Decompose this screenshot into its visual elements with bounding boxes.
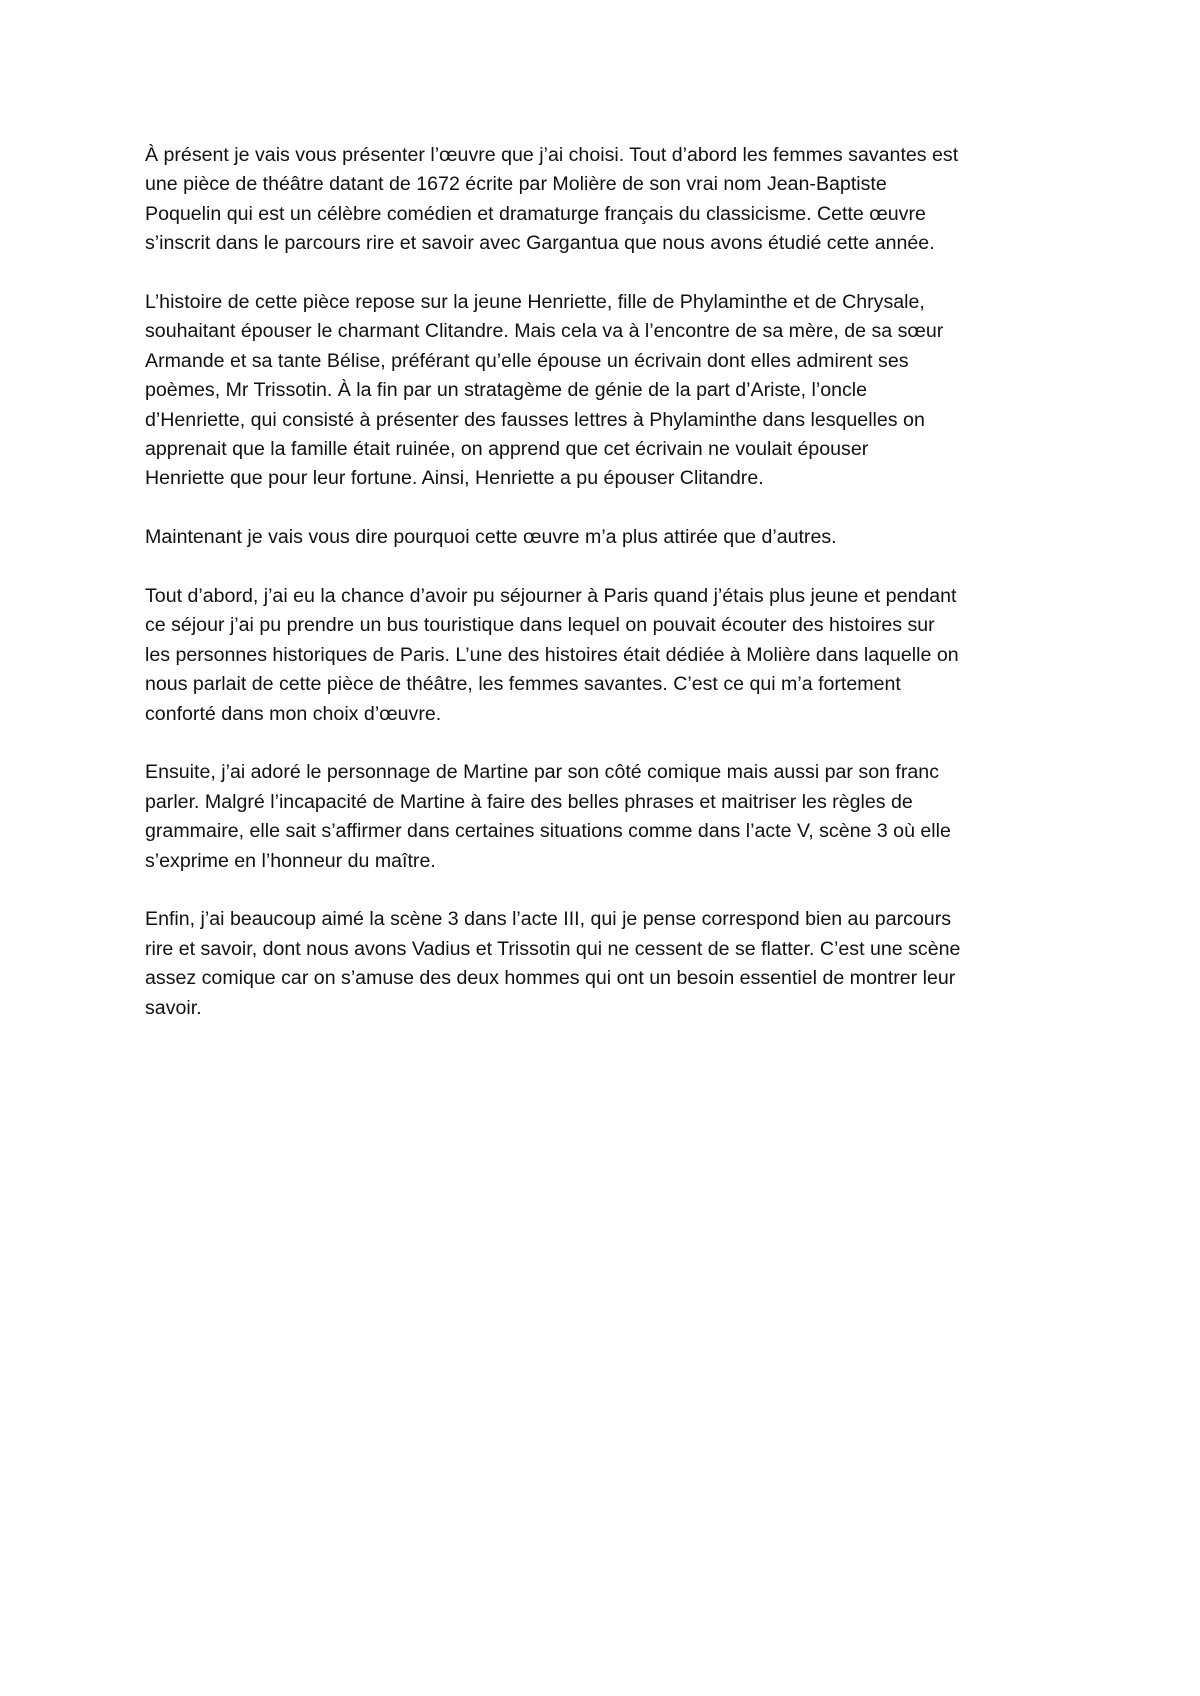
text-line: les personnes historiques de Paris. L’une des histoires était dédiée à Molière dans laquelle on [145,643,959,666]
paragraph-transition [145,523,1065,552]
text-line: apprenait que la famille était ruinée, on apprend que cet écrivain ne voulait épouser [145,438,869,461]
text-line: Armande et sa tante Bélise, préférant qu’elle épouse un écrivain dont elles admirent ses [145,349,909,372]
text-line: poèmes, Mr Trissotin. À la fin par un stratagème de génie de la part d’Ariste, l’oncle [145,379,868,402]
text-line: conforté dans mon choix d’œuvre. [145,702,442,725]
paragraph-story [145,288,1065,494]
text-line: nous parlait de cette pièce de théâtre, les femmes savantes. C’est ce qui m’a fortement [145,673,901,696]
text-line: Ensuite, j’ai adoré le personnage de Martine par son côté comique mais aussi par son franc [145,761,939,784]
text-line: d’Henriette, qui consisté à présenter des fausses lettres à Phylaminthe dans lesquelles on [145,408,925,431]
text-line: L’histoire de cette pièce repose sur la jeune Henriette, fille de Phylaminthe et de Chrysale, [145,291,925,314]
text-line: souhaitant épouser le charmant Clitandre. Mais cela va à l’encontre de sa mère, de sa sœur [145,320,944,343]
text-line: Henriette que pour leur fortune. Ainsi, Henriette a pu épouser Clitandre. [145,467,764,490]
text-line: À présent je vais vous présenter l’œuvre que j’ai choisi. Tout d’abord les femmes savantes est [145,144,959,166]
text-line: s’exprime en l’honneur du maître. [145,849,436,872]
paragraph-intro [145,141,1065,259]
text-line: Enfin, j’ai beaucoup aimé la scène 3 dans l’acte III, qui je pense correspond bien au parcours [145,908,952,931]
text-line: savoir. [145,996,202,1019]
text-line: Poquelin qui est un célèbre comédien et dramaturge français du classicisme. Cette œuvre [145,202,926,225]
document-body [145,141,1065,1053]
text-line: assez comique car on s’amuse des deux hommes qui ont un besoin essentiel de montrer leur [145,967,956,990]
text-line: rire et savoir, dont nous avons Vadius et Trissotin qui ne cessent de se flatter. C’est une scène [145,937,961,960]
paragraph-third-reason [145,905,1065,1023]
text-line: Tout d’abord, j’ai eu la chance d’avoir pu séjourner à Paris quand j’étais plus jeune et pendant [145,585,957,608]
text-line: parler. Malgré l’incapacité de Martine à faire des belles phrases et maitriser les règles de [145,790,913,813]
paragraph-second-reason [145,758,1065,876]
paragraph-first-reason [145,582,1065,729]
text-line: s’inscrit dans le parcours rire et savoir avec Gargantua que nous avons étudié cette année. [145,232,935,255]
text-line: grammaire, elle sait s’affirmer dans certaines situations comme dans l’acte V, scène 3 où elle [145,820,951,843]
text-line: une pièce de théâtre datant de 1672 écrite par Molière de son vrai nom Jean-Baptiste [145,173,887,196]
text-line: ce séjour j’ai pu prendre un bus touristique dans lequel on pouvait écouter des histoires sur [145,614,935,637]
text-line: Maintenant je vais vous dire pourquoi cette œuvre m’a plus attirée que d’autres. [145,526,837,549]
